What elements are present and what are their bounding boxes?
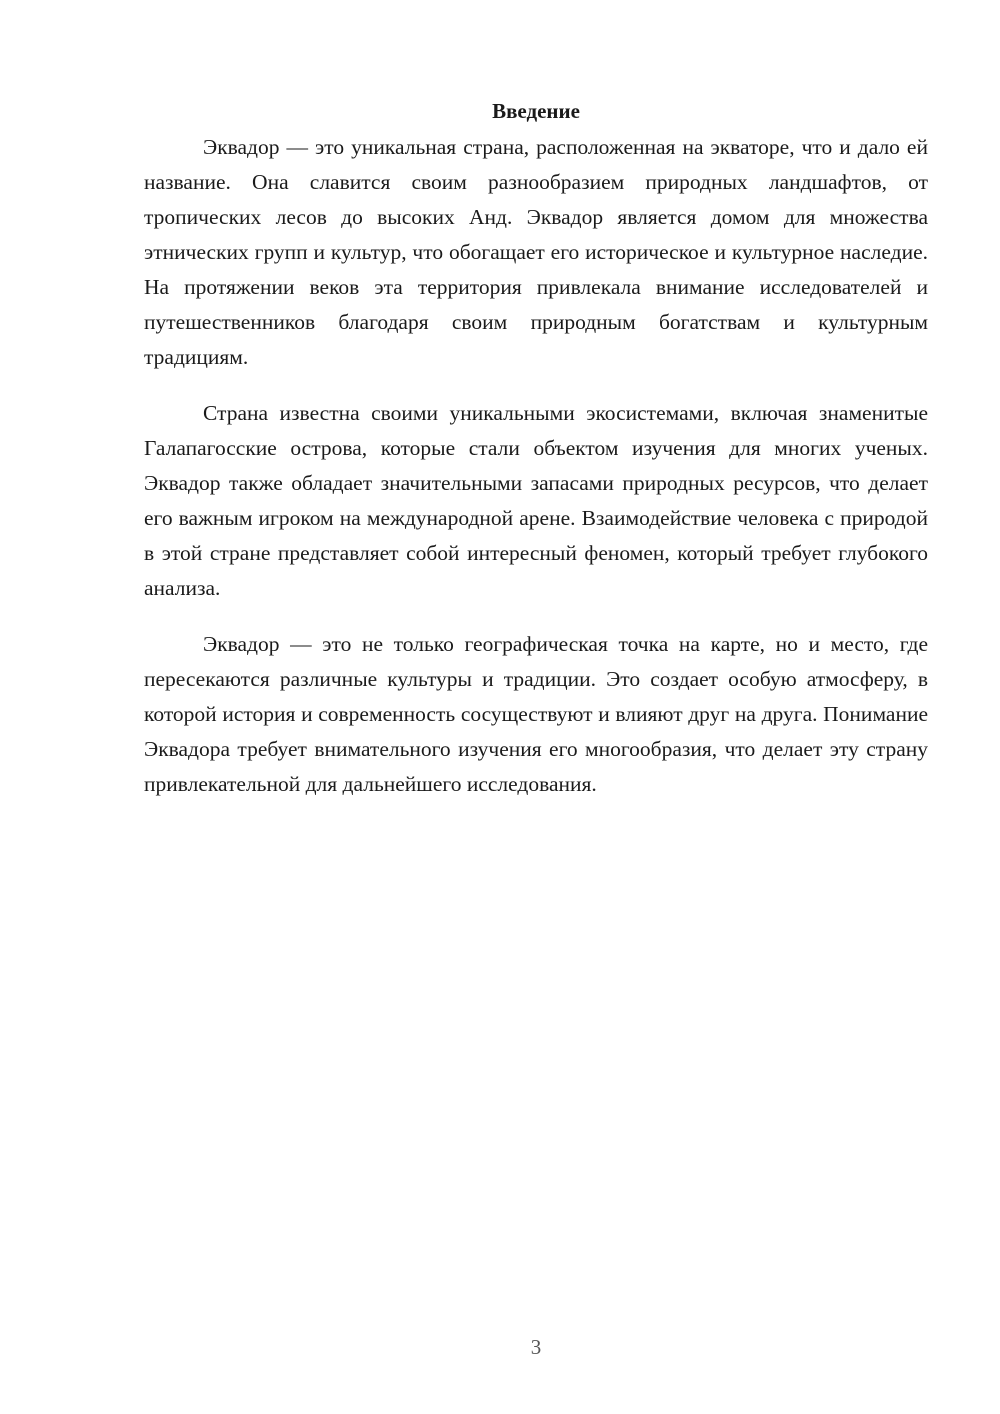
paragraph-2: Страна известна своими уникальными экосистемами, включая знаменитые Галапагосские острова, которые стали объектом изучения для многих ученых. Эквадор также обладает значительными запасами природных ресурсов, что делает его важным игроком на международной арене. Взаимодействие человека с природой в этой стране представляет собой интересный феномен, который требует глубокого анализа. (144, 401, 928, 600)
section-title: Введение (492, 99, 580, 123)
page-content (144, 96, 928, 823)
page-number: 3 (530, 1335, 542, 1359)
paragraph-1: Эквадор — это уникальная страна, расположенная на экваторе, что и дало ей название. Она славится своим разнообразием природных ландшафтов, от тропических лесов до высоких Анд. Эквадор является домом для множества этнических групп и культур, что обогащает его историческое и культурное наследие. На протяжении веков эта территория привлекала внимание исследователей и путешественников благодаря своим природным богатствам и культурным традициям. (144, 135, 928, 369)
paragraph-3: Эквадор — это не только географическая точка на карте, но и место, где пересекаются различные культуры и традиции. Это создает особую атмосферу, в которой история и современность сосуществуют и влияют друг на друга. Понимание Эквадора требует внимательного изучения его многообразия, что делает эту страну привлекательной для дальнейшего исследования. (144, 632, 928, 796)
